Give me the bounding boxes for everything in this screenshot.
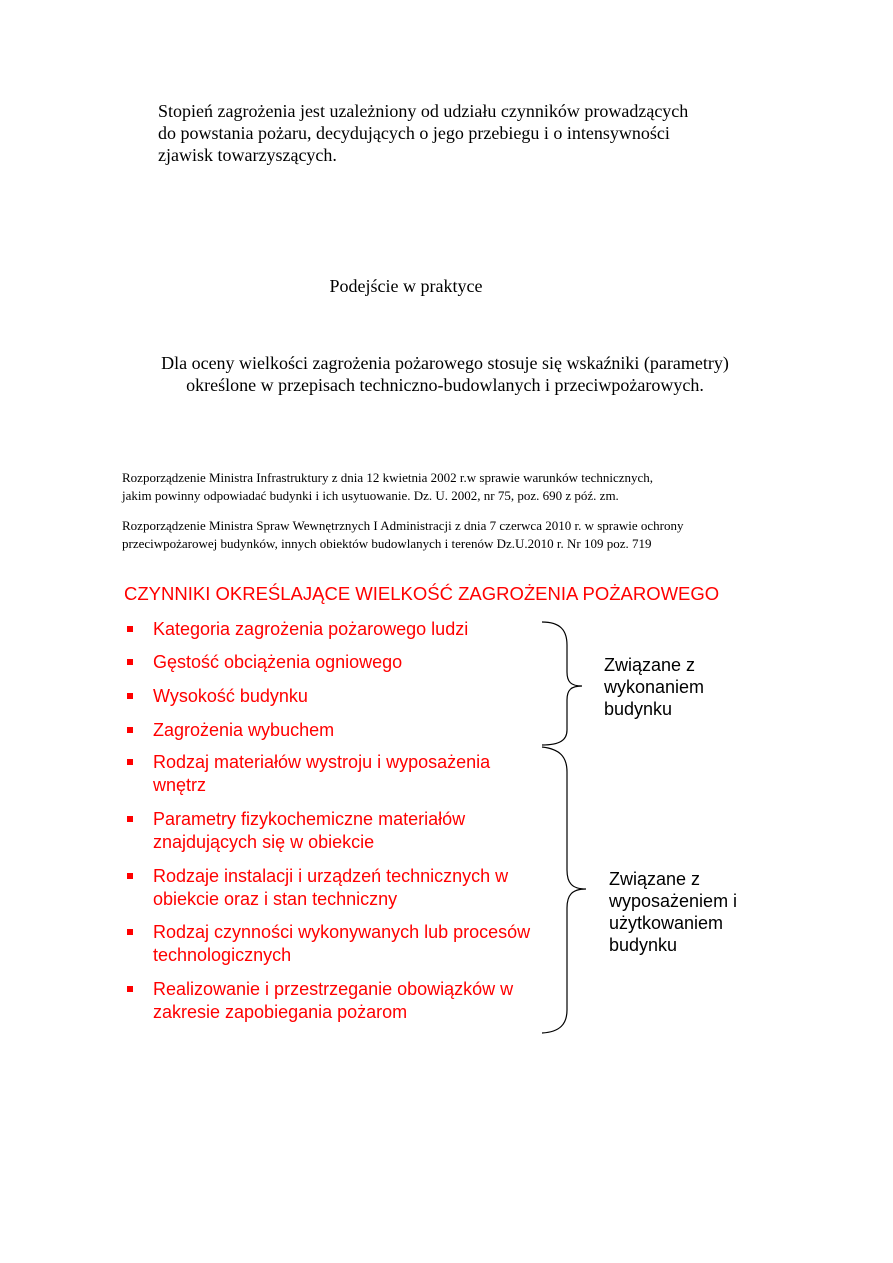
regulation-line: Rozporządzenie Ministra Spraw Wewnętrznych I Administracji z dnia 7 czerwca 2010 r. w sprawie ochrony — [122, 518, 684, 533]
group-label-line: użytkowaniem — [609, 913, 724, 933]
factor-label: Realizowanie i przestrzeganie obowiązków w — [153, 979, 514, 999]
group-label-line: budynku — [604, 699, 673, 719]
regulation-line: przeciwpożarowej budynków, innych obiektów budowlanych i terenów Dz.U.2010 r. Nr 109 poz. 719 — [122, 536, 652, 551]
factor-label: znajdujących się w obiekcie — [153, 832, 375, 852]
factor-label: Rodzaj czynności wykonywanych lub procesów — [153, 922, 531, 942]
factor-label: Kategoria zagrożenia pożarowego ludzi — [153, 619, 469, 639]
group-label-line: wyposażeniem i — [609, 891, 738, 911]
factor-label: Zagrożenia wybuchem — [153, 720, 335, 740]
factor-label: Rodzaj materiałów wystroju i wyposażenia — [153, 752, 491, 772]
group-label-line: wykonaniem — [604, 677, 705, 697]
factor-label: wnętrz — [153, 775, 207, 795]
factor-label: technologicznych — [153, 945, 292, 965]
intro-line: Stopień zagrożenia jest uzależniony od udziału czynników prowadzących — [158, 101, 689, 121]
intro-line: do powstania pożaru, decydujących o jego przebiegu i o intensywności — [158, 123, 670, 143]
intro-line: zjawisk towarzyszących. — [158, 145, 337, 165]
factor-label: zakresie zapobiegania pożarom — [153, 1002, 408, 1022]
regulation-line: jakim powinny odpowiadać budynki i ich usytuowanie. Dz. U. 2002, nr 75, poz. 690 z póź. zm. — [122, 488, 619, 503]
factors-heading: CZYNNIKI OKREŚLAJĄCE WIELKOŚĆ ZAGROŻENIA POŻAROWEGO — [124, 583, 720, 604]
group-label-line: Związane z — [609, 869, 701, 889]
group-label-line: Związane z — [604, 655, 696, 675]
curly-brace-icon — [542, 622, 582, 745]
assessment-line: określone w przepisach techniczno-budowlanych i przeciwpożarowych. — [186, 375, 704, 395]
assessment-line: Dla oceny wielkości zagrożenia pożarowego stosuje się wskaźniki (parametry) — [161, 353, 729, 373]
group-label-construction — [604, 654, 704, 720]
group-label-line: budynku — [609, 935, 678, 955]
regulation-line: Rozporządzenie Ministra Infrastruktury z dnia 12 kwietnia 2002 r.w sprawie warunków technicznych, — [122, 470, 654, 485]
practice-heading: Podejście w praktyce — [329, 276, 483, 296]
factor-label: obiekcie oraz i stan techniczny — [153, 889, 398, 909]
group-label-equipment-use — [609, 868, 737, 956]
factor-label: Parametry fizykochemiczne materiałów — [153, 809, 466, 829]
curly-brace-icon — [542, 747, 586, 1033]
factor-label: Gęstość obciążenia ogniowego — [153, 652, 403, 672]
factor-label: Wysokość budynku — [153, 686, 308, 706]
factor-label: Rodzaje instalacji i urządzeń technicznych w — [153, 866, 509, 886]
